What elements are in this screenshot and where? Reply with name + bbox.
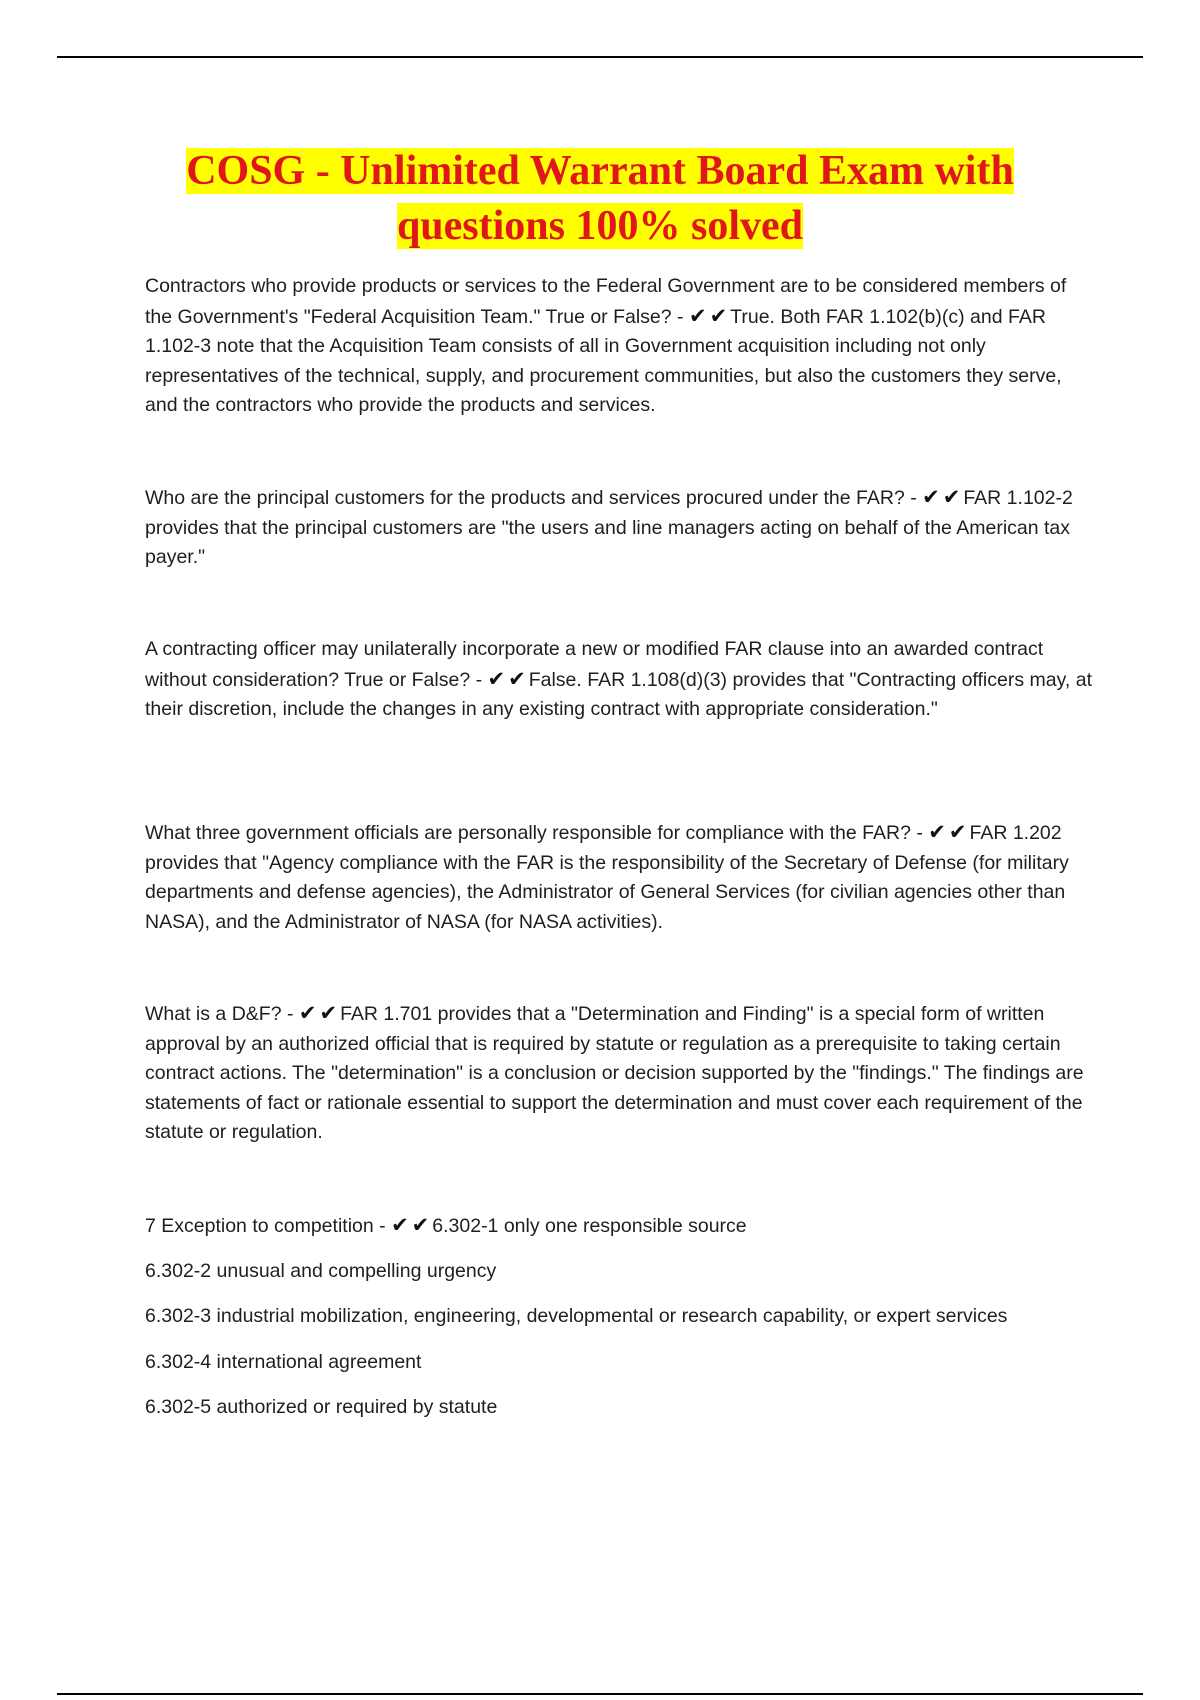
exception-item: 6.302-4 international agreement (145, 1351, 422, 1373)
question-text: 7 Exception to competition - (145, 1215, 386, 1237)
exception-item: 6.302-1 only one responsible source (432, 1215, 747, 1237)
answer-text: FAR 1.102-2 provides that the principal customers are "the users and line managers acting on behalf of the American tax payer." (145, 487, 1073, 568)
qa-item-3 (145, 635, 1095, 725)
double-check-icon: ✔✔ (928, 820, 970, 844)
answer-text: False. FAR 1.108(d)(3) provides that "Contracting officers may, at their discretion, include the changes in any existing contract with appropriate consideration." (145, 668, 1092, 720)
question-text: What is a D&F? - (145, 1003, 294, 1025)
question-text: Who are the principal customers for the products and services procured under the FAR? - (145, 487, 917, 509)
qa-item-2 (145, 483, 1095, 573)
double-check-icon: ✔✔ (487, 666, 529, 691)
qa-item-5 (145, 999, 1095, 1148)
answer-text: True. Both FAR 1.102(b)(c) and FAR 1.102-3 note that the Acquisition Team consists of all in Government acquisition including not only representatives of the technical, supply, and procurement communities, but also the customers they serve, and the contractors who provide the products and services. (145, 305, 1062, 416)
exception-item: 6.302-2 unusual and compelling urgency (145, 1260, 497, 1282)
question-text: A contracting officer may unilaterally incorporate a new or modified FAR clause into an awarded contract without consideration? True or False? - (145, 638, 1044, 691)
double-check-icon: ✔✔ (922, 485, 964, 509)
question-text: What three government officials are personally responsible for compliance with the FAR? - (145, 822, 923, 844)
title-line-1: COSG - Unlimited Warrant Board Exam with (186, 148, 1014, 194)
answer-text: FAR 1.701 provides that a "Determination and Finding" is a special form of written approval by an authorized official that is required by statute or regulation as a prerequisite to taking certain contract actions. The "determination" is a conclusion or decision supported by the "findings." The findings are statements of fact or rationale essential to support the determination and must cover each requirement of the statute or regulation. (145, 1003, 1084, 1143)
qa-item-4 (145, 818, 1095, 937)
document-title (100, 144, 1100, 254)
exception-item: 6.302-3 industrial mobilization, engineering, developmental or research capability, or expert services (145, 1305, 1008, 1327)
qa-item-1 (145, 272, 1095, 421)
double-check-icon: ✔✔ (688, 303, 731, 328)
answer-text: FAR 1.202 provides that "Agency compliance with the FAR is the responsibility of the Secretary of Defense (for military departments and defense agencies), the Administrator of General Services (for civilian agencies other than NASA), and the Administrator of NASA (for NASA activities). (145, 822, 1069, 933)
title-line-2: questions 100% solved (396, 203, 804, 249)
bottom-rule (57, 1693, 1143, 1695)
exception-item: 6.302-5 authorized or required by statute (145, 1396, 498, 1418)
question-text: Contractors who provide products or services to the Federal Government are to be considered members of the Government's "Federal Acquisition Team." True or False? - (145, 275, 1067, 328)
double-check-icon: ✔✔ (391, 1213, 433, 1237)
double-check-icon: ✔✔ (298, 1001, 341, 1025)
top-rule (57, 56, 1143, 58)
exceptions-heading (145, 1211, 747, 1240)
